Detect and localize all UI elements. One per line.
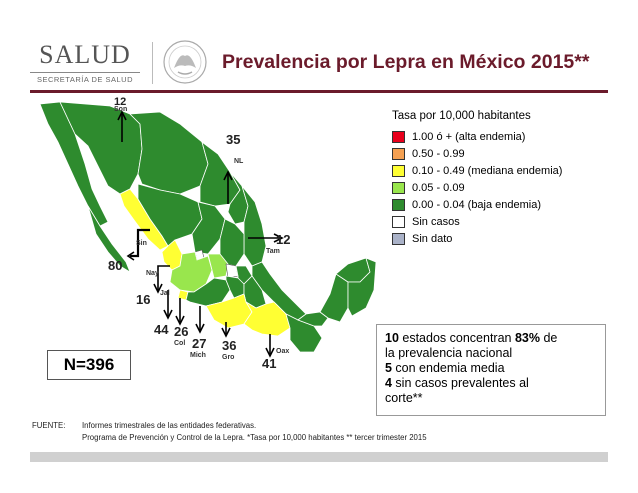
legend-swatch: [392, 165, 405, 177]
legend-title: Tasa por 10,000 habitantes: [392, 110, 531, 122]
legend-item: [392, 145, 604, 162]
title-underline: [30, 90, 608, 93]
callout-line-1: 10 estados concentran 83% de: [385, 331, 558, 345]
callout-line-2: la prevalencia nacional: [385, 346, 513, 360]
logo-subtitle: SECRETARÍA DE SALUD: [30, 72, 140, 84]
legend-swatch: [392, 148, 405, 160]
label-mich-name: Mich: [190, 352, 206, 359]
label-son-name: Son: [114, 106, 128, 113]
callout-line-3: 5 con endemia media: [385, 361, 505, 375]
eagle-seal-icon: [160, 38, 210, 86]
label-nay-name: Nay: [146, 270, 159, 277]
footer-line-1: FUENTE: Informes trimestrales de las entidades federativas.: [32, 421, 257, 430]
label-son-number: 12: [114, 96, 127, 108]
header-divider: [152, 42, 153, 84]
label-gro-number: 36: [222, 338, 237, 353]
label-jal-number: 44: [154, 322, 169, 337]
legend-item: [392, 230, 604, 247]
legend-label: 1.00 ó + (alta endemia): [412, 130, 526, 143]
legend-item: [392, 196, 604, 213]
legend-swatch: [392, 131, 405, 143]
legend-item: [392, 162, 604, 179]
label-jal-name: Jal: [160, 290, 170, 297]
logo-word: SALUD: [39, 40, 131, 69]
label-nl-name: NL: [234, 158, 244, 165]
summary-callout: [376, 324, 606, 416]
legend-label: 0.50 - 0.99: [412, 147, 465, 160]
legend-label: Sin casos: [412, 215, 460, 228]
bottom-bar: [30, 452, 608, 462]
legend-label: 0.10 - 0.49 (mediana endemia): [412, 164, 563, 177]
legend-item: [392, 213, 604, 230]
header: [0, 0, 638, 90]
legend-item: [392, 179, 604, 196]
legend-label: 0.05 - 0.09: [412, 181, 465, 194]
label-oax-number: 41: [262, 356, 277, 371]
label-sin-name: Sin: [136, 240, 147, 247]
callout-line-4: 4 sin casos prevalentes al: [385, 376, 529, 390]
label-gro-name: Gro: [222, 354, 235, 361]
page-title: Prevalencia por Lepra en México 2015**: [222, 51, 590, 73]
legend-swatch: [392, 182, 405, 194]
label-oax-name: Oax: [276, 348, 290, 355]
legend-swatch: [392, 233, 405, 245]
label-nay-number: 16: [136, 292, 151, 307]
label-sin-number: 80: [108, 258, 123, 273]
map-legend: [392, 110, 604, 247]
label-col-number: 26: [174, 324, 189, 339]
legend-label: Sin dato: [412, 232, 453, 245]
state-coahuila: [200, 142, 240, 206]
state-campeche: [320, 274, 348, 322]
salud-logo: [30, 40, 140, 84]
label-col-name: Col: [174, 340, 186, 347]
legend-item: [392, 128, 604, 145]
state-tamaulipas: [242, 186, 266, 266]
source-footer: [32, 420, 427, 444]
footer-line-2: Programa de Prevención y Control de la Lepra. *Tasa por 10,000 habitantes ** tercer trimester 2015: [82, 433, 427, 442]
total-cases-box: N=396: [47, 350, 131, 380]
label-nl-number: 35: [226, 132, 241, 147]
state-chihuahua: [130, 112, 208, 194]
label-mich-number: 27: [192, 336, 207, 351]
label-tam-number: 12: [276, 232, 291, 247]
label-tam-name: Tam: [266, 248, 280, 255]
callout-line-5: corte**: [385, 391, 423, 405]
legend-label: 0.00 - 0.04 (baja endemia): [412, 198, 542, 211]
legend-swatch: [392, 216, 405, 228]
legend-swatch: [392, 199, 405, 211]
footer-label: FUENTE:: [32, 421, 66, 430]
